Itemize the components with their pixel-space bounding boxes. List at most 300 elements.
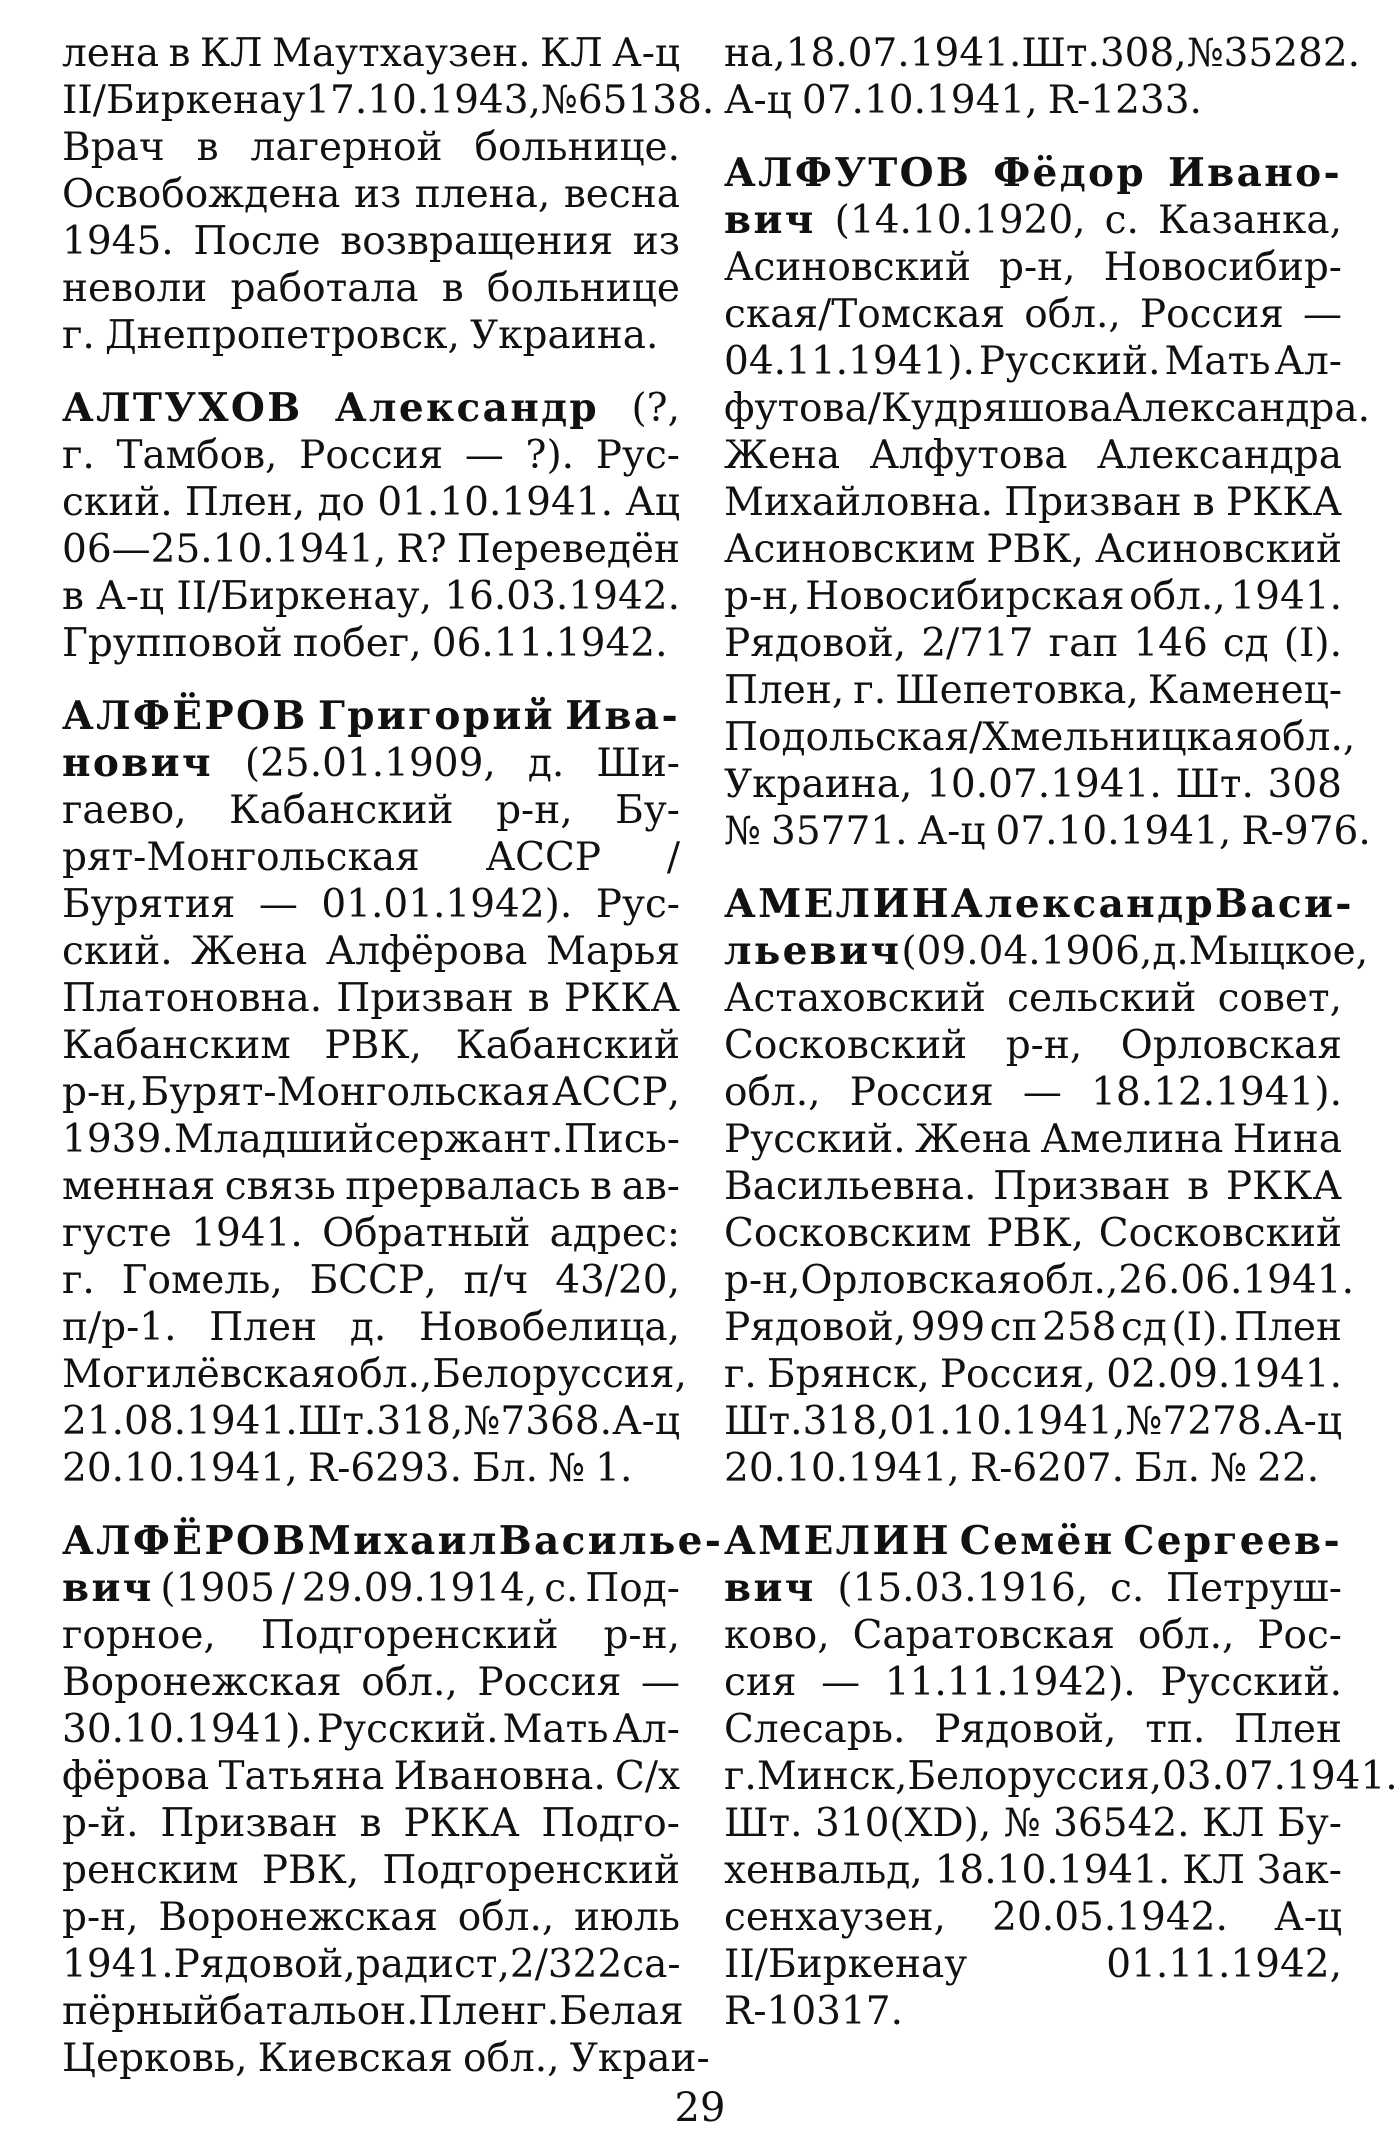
word: Шт. — [297, 1399, 377, 1444]
biography-entry — [62, 385, 680, 667]
word: плена, — [414, 172, 551, 217]
text-line — [62, 1800, 680, 1847]
text-line — [724, 197, 1342, 244]
word: лагерной — [250, 125, 443, 170]
entry-name-word: Александр — [950, 881, 1216, 927]
word: г. — [62, 1258, 95, 1303]
word: Русский. — [316, 1707, 499, 1752]
word: РВК, — [986, 527, 1084, 572]
word: г. — [853, 668, 887, 713]
word: прервалась — [345, 1164, 581, 1209]
word: Переведён — [456, 527, 680, 572]
text-line — [62, 1445, 680, 1492]
word: Россия — [1139, 292, 1284, 337]
word: Жена — [191, 929, 308, 974]
word: РВК, — [324, 1023, 422, 1068]
word: густе — [62, 1211, 172, 1256]
text-line — [724, 1518, 1342, 1565]
word: Казанка, — [1158, 198, 1342, 243]
word: тп. — [1145, 1707, 1206, 1752]
text-line — [62, 1116, 680, 1163]
word: (1905 — [160, 1566, 275, 1611]
text-line — [724, 573, 1342, 620]
word: 2/717 — [921, 621, 1034, 666]
word: № — [1186, 31, 1224, 76]
text-line — [62, 1941, 680, 1988]
entry-name-word: АЛФЁРОВ — [62, 1518, 308, 1564]
word: АССР, — [552, 1070, 680, 1115]
word: 20.05.1942. — [992, 1895, 1228, 1940]
word: д. — [349, 1305, 387, 1350]
text-line — [724, 1257, 1355, 1304]
word: р-н, — [724, 1258, 801, 1303]
word: 1945. — [62, 219, 174, 264]
word: Рос- — [1257, 1613, 1342, 1658]
text-line — [62, 1257, 680, 1304]
word: / — [666, 835, 680, 880]
text-line — [62, 740, 680, 787]
word: Плен, — [184, 480, 306, 525]
word: Жена — [914, 1117, 1032, 1162]
entry-name-word: льевич — [724, 928, 902, 974]
word: (I). — [1283, 621, 1342, 666]
entry-name-word: вич — [724, 1565, 816, 1611]
word: лена — [62, 31, 160, 76]
word: ?). — [525, 433, 575, 478]
word: 11.11.1942). — [884, 1660, 1136, 1705]
word: обл., — [457, 1895, 555, 1940]
word: 02.09.1941. — [1106, 1352, 1342, 1397]
word: сд — [1120, 1305, 1167, 1350]
word: 308 — [1267, 762, 1342, 807]
word: Плен — [1234, 1707, 1342, 1752]
word: 18.12.1941). — [1091, 1070, 1342, 1115]
word: 310(XD), — [814, 1801, 992, 1846]
word: р-н, — [603, 1613, 680, 1658]
word: РККА — [403, 1801, 520, 1846]
word: Украи- — [569, 2036, 710, 2081]
word: Брянск, — [766, 1352, 930, 1397]
word: Могилёвская — [62, 1352, 336, 1397]
word: 10.07.1941. — [926, 762, 1162, 807]
word: ский. — [62, 929, 173, 974]
word: обл., — [463, 2036, 560, 2081]
word: Кабанский — [229, 788, 454, 833]
word: р-н, — [999, 245, 1076, 290]
word: Россия — [299, 433, 444, 478]
word: на, — [724, 31, 786, 76]
word: 35771. — [771, 809, 908, 854]
word: сержант. — [374, 1117, 564, 1162]
word: (15.03.1916, — [837, 1566, 1089, 1611]
word: Мыцкое, — [1188, 929, 1369, 974]
document-page — [62, 30, 1398, 2081]
word: Зак- — [1256, 1848, 1342, 1893]
word: с. — [1104, 198, 1139, 243]
word: А-ц — [96, 574, 165, 619]
entry-name-word: Василье- — [498, 1518, 724, 1564]
word: — — [1303, 292, 1342, 337]
word: Шт. — [724, 1801, 803, 1846]
word: Киевская — [257, 2036, 453, 2081]
word: Новосибирская — [805, 574, 1125, 619]
text-line — [724, 1351, 1342, 1398]
text-line — [62, 124, 680, 171]
biography-entry — [62, 693, 687, 1492]
text-line — [724, 620, 1342, 667]
word: Шт. — [1175, 762, 1254, 807]
word: ский. — [62, 480, 173, 525]
word: R? — [396, 527, 447, 572]
word: в — [359, 1801, 382, 1846]
word: Рядовой, — [724, 1305, 907, 1350]
word: Мать — [502, 1707, 609, 1752]
entry-name-word: АМЕЛИН — [724, 881, 951, 927]
text-line — [724, 479, 1342, 526]
text-line — [724, 432, 1342, 479]
entry-name-word: АЛФЁРОВ — [62, 693, 308, 739]
word: обл., — [1258, 715, 1356, 760]
word: С/х — [615, 1754, 680, 1799]
word: г. — [724, 1754, 757, 1799]
word: 01.10.1941, — [889, 1399, 1126, 1444]
word: II/Биркенау — [724, 1942, 968, 1987]
word: Слесарь. — [724, 1707, 906, 1752]
word: Саратовская — [852, 1613, 1115, 1658]
text-line — [724, 1069, 1342, 1116]
text-line — [62, 526, 680, 573]
word: больнице — [486, 266, 680, 311]
entry-name-word: вич — [62, 1565, 154, 1611]
word: Шепетовка, — [895, 668, 1139, 713]
word: совет, — [1217, 976, 1342, 1021]
word: — — [640, 1660, 680, 1705]
text-line — [724, 928, 1369, 975]
word: Кабанским — [62, 1023, 291, 1068]
text-line — [62, 1847, 680, 1894]
word: Марья — [545, 929, 680, 974]
word: работала — [230, 266, 419, 311]
word: 2/322 — [509, 1942, 623, 1987]
word: R-10317. — [724, 1989, 904, 2034]
word: № — [1210, 1446, 1248, 1491]
word: Подгоренский — [382, 1848, 680, 1893]
text-line — [724, 291, 1342, 338]
word: обл., — [1021, 1258, 1119, 1303]
word: № — [463, 1399, 501, 1444]
word: Каменец- — [1147, 668, 1342, 713]
word: Татьяна — [218, 1754, 385, 1799]
word: Ивановна. — [393, 1754, 606, 1799]
word: 01.11.1942, — [1106, 1942, 1342, 1987]
word: Русский. — [724, 1117, 906, 1162]
text-line — [62, 265, 680, 312]
word: 258 — [1042, 1305, 1117, 1350]
text-line — [724, 526, 1342, 573]
text-line — [62, 1163, 680, 1210]
text-line — [62, 1612, 680, 1659]
word: R-1233. — [1047, 78, 1202, 123]
word: сенхаузен, — [724, 1895, 946, 1940]
word: БССР, — [309, 1258, 437, 1303]
text-line — [62, 1398, 680, 1445]
text-line — [62, 881, 680, 928]
text-line — [62, 1988, 684, 2035]
text-line — [62, 573, 680, 620]
word: Рядовой, — [934, 1707, 1117, 1752]
text-line — [724, 1612, 1342, 1659]
word: Групповой — [62, 621, 283, 666]
word: АССР — [485, 835, 602, 880]
word: Платоновна. — [62, 976, 323, 1021]
word: 20.10.1941, — [62, 1446, 298, 1491]
word: Русский. — [1160, 1660, 1342, 1705]
word: 22. — [1257, 1446, 1320, 1491]
word: Рядовой, — [173, 1942, 356, 1987]
text-line — [62, 77, 715, 124]
word: ково, — [724, 1613, 830, 1658]
word: Призван — [160, 1801, 338, 1846]
word: Бу- — [1277, 1801, 1342, 1846]
text-line — [724, 1800, 1342, 1847]
word: КЛ — [540, 31, 603, 76]
word: — — [821, 1660, 861, 1705]
entry-name-word: АЛФУТОВ — [724, 150, 972, 196]
word: хенвальд, — [724, 1848, 923, 1893]
text-line — [62, 1565, 680, 1612]
word: п/р-1. — [62, 1305, 177, 1350]
word: в — [1192, 480, 1215, 525]
word: Шт. — [1021, 31, 1100, 76]
left-column — [62, 30, 724, 2108]
word: Асиновским — [724, 527, 976, 572]
word: гаево, — [62, 788, 187, 833]
word: р-й. — [62, 1801, 139, 1846]
word: (14.10.1920, — [834, 198, 1086, 243]
text-line — [724, 1847, 1342, 1894]
word: Мать — [1164, 339, 1271, 384]
biography-entry — [724, 30, 1361, 124]
text-line — [724, 761, 1342, 808]
text-line — [62, 1351, 687, 1398]
word: 26.06.1941. — [1118, 1258, 1355, 1303]
word: 18.07.1941. — [785, 31, 1022, 76]
text-line — [62, 2035, 710, 2082]
word: в — [527, 976, 550, 1021]
text-line — [62, 1518, 724, 1565]
word: сельский — [1007, 976, 1197, 1021]
word: 1939. — [62, 1117, 174, 1162]
word: R-6207. — [969, 1446, 1125, 1491]
word: обл., — [724, 1070, 821, 1115]
word: Рус- — [595, 433, 680, 478]
word: Александра — [1096, 433, 1342, 478]
word: р-н, — [62, 1070, 139, 1115]
word: № — [1003, 1801, 1041, 1846]
text-line — [724, 1022, 1342, 1069]
text-line — [62, 1659, 680, 1706]
word: г. — [724, 1352, 757, 1397]
biography-entry — [724, 1518, 1398, 2035]
word: КЛ — [1182, 1848, 1245, 1893]
word: сия — [724, 1660, 797, 1705]
word: радист, — [355, 1942, 510, 1987]
word: № — [540, 78, 578, 123]
word: Белая — [559, 1989, 684, 2034]
word: связь — [224, 1164, 336, 1209]
word: адрес: — [549, 1211, 680, 1256]
word: неволи — [62, 266, 208, 311]
biography-entry — [724, 881, 1369, 1492]
word: 04.11.1941). — [724, 339, 975, 384]
word: Обратный — [322, 1211, 531, 1256]
text-line — [62, 1022, 680, 1069]
text-line — [62, 1753, 680, 1800]
word: 01.01.1942). — [321, 882, 573, 927]
word: Церковь, — [62, 2036, 248, 2081]
word: фёрова — [62, 1754, 210, 1799]
word: Освобождена — [62, 172, 341, 217]
entry-name-word: Ивано- — [1167, 150, 1342, 196]
entry-name-word: Александр — [334, 385, 600, 431]
word: июль — [574, 1895, 680, 1940]
entry-name-word: Семён — [959, 1518, 1115, 1564]
word: А-ц — [724, 78, 792, 123]
word: 1941. — [62, 1942, 174, 1987]
word: Ал- — [1274, 339, 1342, 384]
text-line — [62, 975, 680, 1022]
word: Белоруссия, — [432, 1352, 687, 1397]
word: Асиновский — [1094, 527, 1342, 572]
word: 18.10.1941. — [934, 1848, 1171, 1893]
word: в — [62, 574, 84, 619]
text-line — [724, 1304, 1342, 1351]
word: 06—25.10.1941, — [62, 527, 387, 572]
word: 308, — [1099, 31, 1187, 76]
text-line — [62, 620, 680, 667]
word: II/Биркенау — [62, 78, 306, 123]
word: Орловская — [800, 1258, 1022, 1303]
word: 17.10.1943, — [305, 78, 541, 123]
word: 30.10.1941). — [62, 1707, 313, 1752]
word: Шт. — [724, 1399, 803, 1444]
text-line — [62, 479, 680, 526]
word: 1941. — [1230, 574, 1342, 619]
word: 999 — [910, 1305, 986, 1350]
word: 36542. — [1053, 1801, 1190, 1846]
text-line — [62, 385, 680, 432]
word: в — [590, 1164, 613, 1209]
word: КЛ — [199, 31, 263, 76]
word: Михайловна. — [724, 480, 994, 525]
text-line — [62, 171, 680, 218]
word: КЛ — [1201, 1801, 1265, 1846]
word: А-ц — [612, 31, 680, 76]
word: до — [317, 480, 365, 525]
word: р-н, — [1005, 1023, 1083, 1068]
word: обл., — [1129, 574, 1226, 619]
word: сд — [1222, 621, 1269, 666]
text-line — [724, 1894, 1342, 1941]
word: ав- — [621, 1164, 680, 1209]
word: 20.10.1941, — [724, 1446, 960, 1491]
word: Ши- — [596, 741, 680, 786]
word: Бурятия — [62, 882, 236, 927]
text-line — [724, 881, 1354, 928]
word: (09.04.1906, — [901, 929, 1153, 974]
word: р-н, — [496, 788, 573, 833]
word: больнице. — [474, 125, 680, 170]
word: са- — [622, 1942, 681, 1987]
word: Александра. — [1112, 386, 1371, 431]
word: Орловская — [1120, 1023, 1342, 1068]
word: 318, — [376, 1399, 464, 1444]
word: Плен, — [724, 668, 845, 713]
word: в — [196, 125, 219, 170]
word: Сосковский — [1098, 1211, 1342, 1256]
word: Подгоренский — [260, 1613, 559, 1658]
word: Россия — [849, 1070, 994, 1115]
word: № — [548, 1446, 586, 1491]
word: РККА — [1225, 480, 1342, 525]
text-line — [62, 928, 680, 975]
word: обл., — [335, 1352, 433, 1397]
word: Рус- — [595, 882, 680, 927]
text-line — [724, 1565, 1342, 1612]
word: п/ч — [463, 1258, 529, 1303]
word: Призван — [993, 1164, 1171, 1209]
word: г. — [526, 1989, 560, 2034]
word: Бу- — [615, 788, 680, 833]
word: Васильевна. — [724, 1164, 977, 1209]
text-line — [724, 1163, 1342, 1210]
word: Подольская/Хмельницкая — [724, 715, 1259, 760]
text-line — [62, 312, 680, 359]
word: 06.11.1942. — [431, 621, 668, 666]
word: 318, — [802, 1399, 890, 1444]
word: 07.10.1941, — [995, 809, 1232, 854]
text-line — [724, 1659, 1342, 1706]
word: А-ц — [917, 809, 986, 854]
word: Россия, — [939, 1352, 1097, 1397]
word: из — [353, 172, 402, 217]
text-line — [724, 244, 1342, 291]
biography-entry — [724, 150, 1371, 855]
word: 7278. — [1162, 1399, 1275, 1444]
word: 1. — [595, 1446, 633, 1491]
text-line — [724, 1116, 1342, 1163]
entry-name-word: Ива- — [565, 693, 680, 739]
word: Амелина — [1040, 1117, 1224, 1162]
word: Русский. — [978, 339, 1161, 384]
word: Астаховский — [724, 976, 986, 1021]
word: Ац — [625, 480, 680, 525]
word: побег, — [292, 621, 422, 666]
word: Россия — [477, 1660, 622, 1705]
text-line — [62, 834, 680, 881]
word: пёрный — [62, 1989, 220, 2034]
word: футова/Кудряшова — [724, 386, 1113, 431]
text-line — [724, 1753, 1398, 1800]
word: РВК, — [261, 1848, 360, 1893]
word: (?, — [631, 386, 680, 431]
word: в — [1187, 1164, 1210, 1209]
word: Врач — [62, 125, 165, 170]
biography-entry — [62, 1518, 724, 2082]
word: R-976. — [1241, 809, 1371, 854]
word: весна — [563, 172, 680, 217]
word: Кабанский — [455, 1023, 680, 1068]
